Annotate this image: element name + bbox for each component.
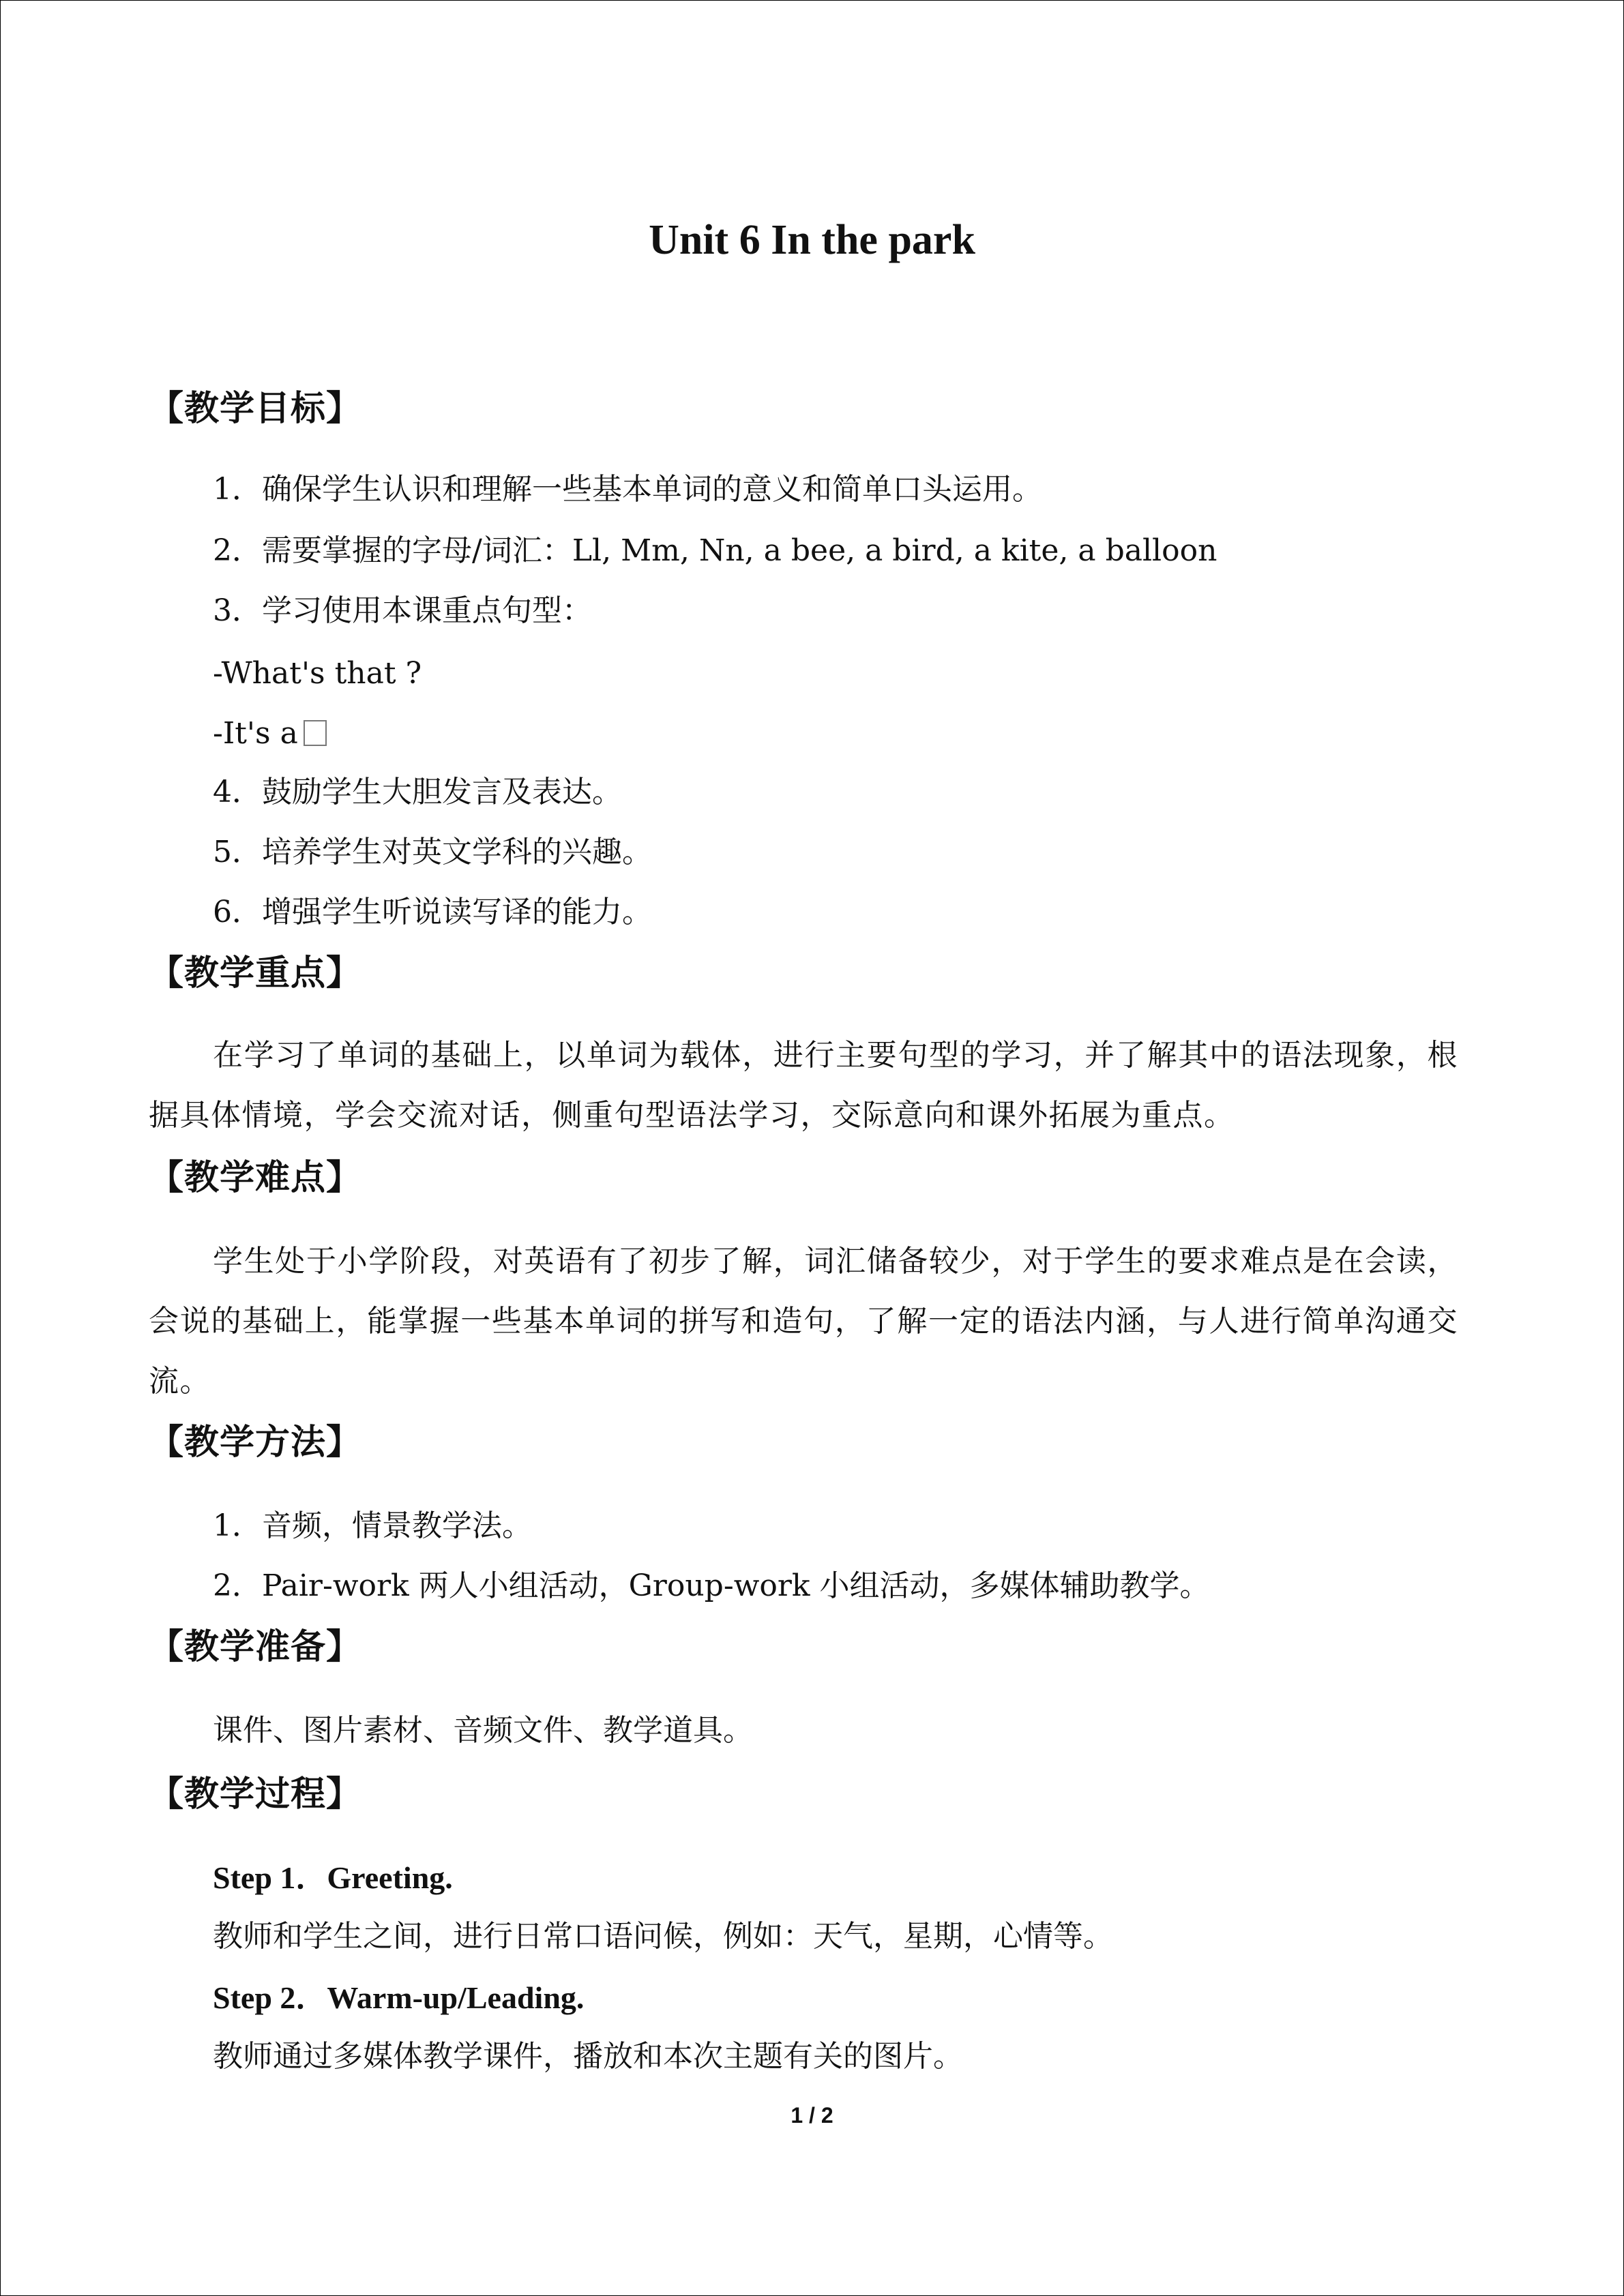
objective-item-2: 2．需要掌握的字母/词汇：Ll, Mm, Nn, a bee, a bird, a kite, a balloon xyxy=(213,533,1217,568)
objective-item-1: 1．确保学生认识和理解一些基本单词的意义和简单口头运用。 xyxy=(213,472,1042,507)
objective-item-3: 3．学习使用本课重点句型： xyxy=(213,593,592,628)
key-points-paragraph: 在学习了单词的基础上，以单词为载体，进行主要句型的学习，并了解其中的语法现象，根据具体情境，学会交流对话，侧重句型语法学习，交际意向和课外拓展为重点。 xyxy=(149,1038,1458,1133)
method-item-2: 2．Pair-work 两人小组活动，Group-work 小组活动，多媒体辅助教学。 xyxy=(213,1568,1210,1603)
step-1-text: 教师和学生之间，进行日常口语问候，例如：天气，星期，心情等。 xyxy=(213,1919,1113,1954)
blank-box-icon xyxy=(304,720,327,746)
heading-key-points: 【教学重点】 xyxy=(149,953,362,994)
objective-item-4: 4．鼓励学生大胆发言及表达。 xyxy=(213,775,622,809)
sentence-pattern-answer-text: -It's a xyxy=(213,716,298,751)
objective-item-5: 5．培养学生对英文学科的兴趣。 xyxy=(213,835,652,869)
method-item-1: 1．音频，情景教学法。 xyxy=(213,1508,532,1543)
heading-process: 【教学过程】 xyxy=(149,1774,362,1815)
document-title: Unit 6 In the park xyxy=(649,217,975,263)
sentence-pattern-question: -What's that ? xyxy=(213,656,422,691)
heading-methods: 【教学方法】 xyxy=(149,1422,362,1463)
heading-difficulties: 【教学难点】 xyxy=(149,1158,362,1198)
difficulties-paragraph: 学生处于小学阶段，对英语有了初步了解，词汇储备较少，对于学生的要求难点是在会读，会说的基础上，能掌握一些基本单词的拼写和造句，了解一定的语法内涵，与人进行简单沟通交流。 xyxy=(149,1244,1458,1399)
preparation-text: 课件、图片素材、音频文件、教学道具。 xyxy=(213,1713,753,1748)
objective-item-6: 6．增强学生听说读写译的能力。 xyxy=(213,895,652,929)
step-1-title: Step 1．Greeting. xyxy=(213,1860,453,1895)
heading-objectives: 【教学目标】 xyxy=(149,389,362,429)
step-2-text: 教师通过多媒体教学课件，播放和本次主题有关的图片。 xyxy=(213,2039,963,2074)
heading-preparation: 【教学准备】 xyxy=(149,1627,362,1667)
sentence-pattern-answer xyxy=(213,713,327,754)
step-2-title: Step 2．Warm-up/Leading. xyxy=(213,1980,585,2015)
page-number: 1 / 2 xyxy=(791,2103,833,2128)
